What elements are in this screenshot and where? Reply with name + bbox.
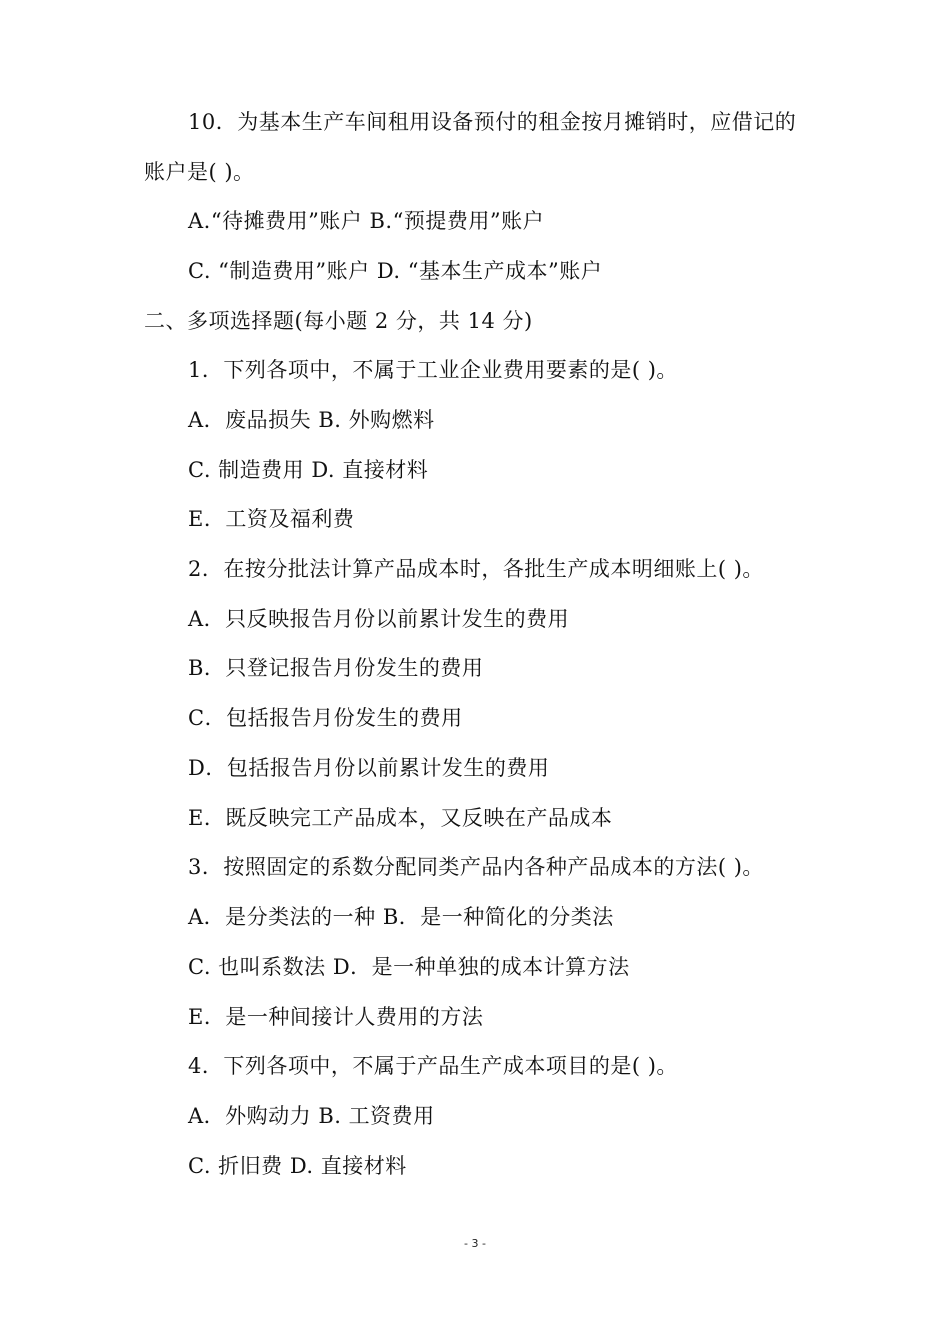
m3-options-ab: A．是分类法的一种 B．是一种简化的分类法 [188, 905, 614, 929]
page-number: - 3 - [464, 1237, 486, 1250]
m2-option-b: B．只登记报告月份发生的费用 [188, 656, 484, 680]
m3-option-e: E．是一种间接计人费用的方法 [188, 1005, 484, 1029]
m2-option-e: E．既反映完工产品成本，又反映在产品成本 [188, 806, 613, 830]
m4-question: 4．下列各项中，不属于产品生产成本项目的是( )。 [188, 1054, 678, 1078]
m2-option-a: A．只反映报告月份以前累计发生的费用 [188, 607, 570, 631]
m1-question: 1．下列各项中，不属于工业企业费用要素的是( )。 [188, 358, 678, 382]
m4-options-ab: A．外购动力 B. 工资费用 [188, 1104, 435, 1128]
m2-question: 2．在按分批法计算产品成本时，各批生产成本明细账上( )。 [188, 557, 764, 581]
m3-question: 3．按照固定的系数分配同类产品内各种产品成本的方法( )。 [188, 855, 764, 879]
q10-line-2: 账户是( )。 [144, 160, 255, 184]
m1-options-cd: C. 制造费用 D. 直接材料 [188, 458, 429, 482]
section-2-title: 二、多项选择题(每小题 2 分，共 14 分) [144, 309, 533, 333]
m1-option-e: E．工资及福利费 [188, 507, 355, 531]
m1-options-ab: A．废品损失 B. 外购燃料 [188, 408, 435, 432]
q10-line-1: 10．为基本生产车间租用设备预付的租金按月摊销时，应借记的 [188, 110, 797, 134]
m4-options-cd: C. 折旧费 D. 直接材料 [188, 1154, 407, 1178]
m3-options-cd: C. 也叫系数法 D．是一种单独的成本计算方法 [188, 955, 630, 979]
q10-options-cd: C. “制造费用”账户 D. “基本生产成本”账户 [188, 259, 603, 283]
m2-option-c: C．包括报告月份发生的费用 [188, 706, 463, 730]
m2-option-d: D．包括报告月份以前累计发生的费用 [188, 756, 550, 780]
q10-options-ab: A.“待摊费用”账户 B.“预提费用”账户 [188, 209, 545, 233]
